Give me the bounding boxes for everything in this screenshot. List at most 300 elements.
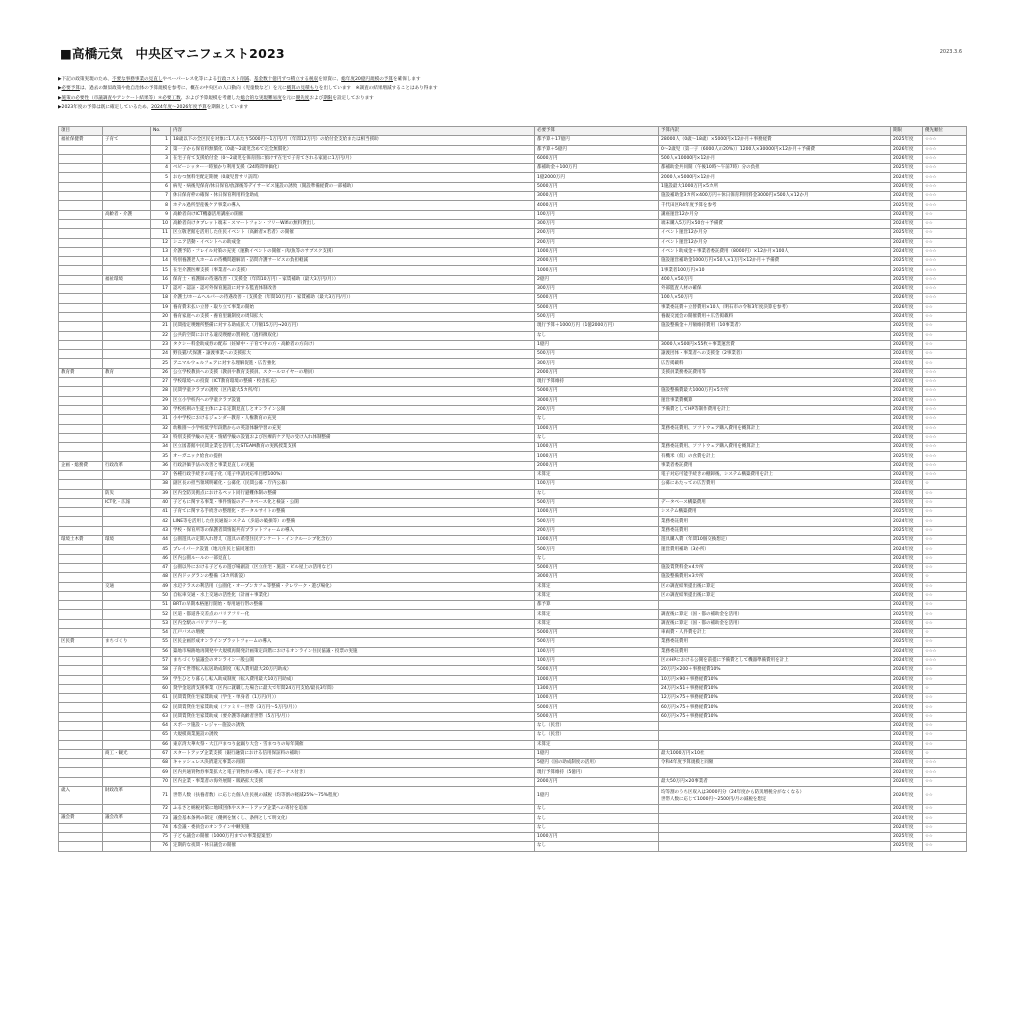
cell-priority: ☆☆ bbox=[923, 350, 967, 359]
cell-budget: 現行予算＋1000万円（1億2000万円） bbox=[535, 322, 659, 331]
cell-budget: 100万円 bbox=[535, 210, 659, 219]
cell-category bbox=[59, 405, 103, 414]
cell-category bbox=[59, 285, 103, 294]
cell-deadline: 2025年度 bbox=[891, 452, 923, 461]
cell-category bbox=[59, 182, 103, 191]
cell-budget: 1000万円 bbox=[535, 452, 659, 461]
cell-category bbox=[59, 777, 103, 786]
cell-budget-detail: 500人×10000円×12か月 bbox=[659, 154, 891, 163]
cell-budget-detail: 均等割のうち区収入は3000円分（24年度から防災増税分がなくなる） 世帯人数に応じて1000円〜2500円/月の減税を想定 bbox=[659, 787, 891, 805]
cell-priority: ☆☆ bbox=[923, 666, 967, 675]
table-row bbox=[59, 257, 967, 266]
cell-budget-detail bbox=[659, 731, 891, 740]
cell-subcategory: ICT化・広報 bbox=[103, 498, 151, 507]
note-line bbox=[58, 103, 963, 112]
cell-subcategory bbox=[103, 350, 151, 359]
cell-priority: ☆ bbox=[923, 684, 967, 693]
cell-priority: ☆☆ bbox=[923, 805, 967, 814]
cell-content: 公共的空間における違反喫煙の罰則化（過料徴収化） bbox=[171, 331, 535, 340]
cell-category bbox=[59, 331, 103, 340]
cell-content: 区内全防災拠点におけるペット同行避難体制の整備 bbox=[171, 489, 535, 498]
cell-category bbox=[59, 508, 103, 517]
table-row bbox=[59, 378, 967, 387]
cell-subcategory bbox=[103, 443, 151, 452]
cell-subcategory bbox=[103, 164, 151, 173]
cell-priority: ☆☆ bbox=[923, 359, 967, 368]
cell-priority: ☆☆ bbox=[923, 832, 967, 841]
cell-category bbox=[59, 591, 103, 600]
cell-budget-detail: 調査後に算定（国・都の補助金を活用） bbox=[659, 610, 891, 619]
cell-content: 公園遊具の定期入れ替え（遊具の希望住民アンケート・インクルーシブ化含む） bbox=[171, 536, 535, 545]
table-row bbox=[59, 303, 967, 312]
table-row bbox=[59, 842, 967, 851]
cell-number: 70 bbox=[151, 777, 171, 786]
cell-subcategory bbox=[103, 415, 151, 424]
cell-priority: ☆☆☆ bbox=[923, 396, 967, 405]
cell-budget-detail bbox=[659, 814, 891, 823]
cell-deadline: 2026年度 bbox=[891, 182, 923, 191]
cell-subcategory: 行政改革 bbox=[103, 461, 151, 470]
table-row bbox=[59, 443, 967, 452]
cell-budget-detail: 外部監査人材の確保 bbox=[659, 285, 891, 294]
table-row bbox=[59, 136, 967, 145]
cell-priority: ☆☆☆ bbox=[923, 145, 967, 154]
cell-deadline: 2024年度 bbox=[891, 656, 923, 665]
cell-content: 各種行政手続きの電子化（電子申請対応率目標100%） bbox=[171, 470, 535, 479]
cell-category bbox=[59, 554, 103, 563]
cell-category bbox=[59, 832, 103, 841]
cell-budget: 4000万円 bbox=[535, 201, 659, 210]
cell-deadline: 2024年度 bbox=[891, 247, 923, 256]
cell-number: 38 bbox=[151, 480, 171, 489]
cell-budget: 1000万円 bbox=[535, 247, 659, 256]
cell-number: 22 bbox=[151, 331, 171, 340]
table-row bbox=[59, 787, 967, 805]
cell-number: 50 bbox=[151, 591, 171, 600]
cell-deadline: 2026年度 bbox=[891, 591, 923, 600]
table-row bbox=[59, 461, 967, 470]
table-row bbox=[59, 563, 967, 572]
table-row bbox=[59, 684, 967, 693]
cell-deadline: 2025年度 bbox=[891, 638, 923, 647]
cell-priority: ☆☆ bbox=[923, 303, 967, 312]
cell-category bbox=[59, 601, 103, 610]
cell-content: 学校校則の生徒主体による定期見直しとオンライン公開 bbox=[171, 405, 535, 414]
cell-subcategory bbox=[103, 192, 151, 201]
cell-content: キャッシュレス決済還元事業の再開 bbox=[171, 759, 535, 768]
cell-number: 8 bbox=[151, 201, 171, 210]
cell-subcategory bbox=[103, 759, 151, 768]
cell-subcategory bbox=[103, 424, 151, 433]
cell-content: 介護予防・フレイル対策の充実（運動イベントの開催・肉/魚等のサブスク支援） bbox=[171, 247, 535, 256]
cell-budget-detail: 電子対応可能手続きの棚卸後、システム構築費用を計上 bbox=[659, 470, 891, 479]
cell-deadline: 2026年度 bbox=[891, 294, 923, 303]
cell-number: 6 bbox=[151, 182, 171, 191]
cell-budget-detail: 1施設最大1000万円×5カ所 bbox=[659, 182, 891, 191]
cell-category bbox=[59, 823, 103, 832]
cell-budget-detail: 最大50万円×20事業者 bbox=[659, 777, 891, 786]
cell-budget: 300万円 bbox=[535, 359, 659, 368]
cell-budget-detail: 3000人×500円×55枚＋事業運営費 bbox=[659, 340, 891, 349]
cell-budget-detail: イベント運営12か月分 bbox=[659, 238, 891, 247]
cell-budget: なし bbox=[535, 433, 659, 442]
cell-category bbox=[59, 145, 103, 154]
note-text: ▶ bbox=[58, 86, 62, 92]
cell-priority: ☆☆☆ bbox=[923, 433, 967, 442]
cell-category bbox=[59, 619, 103, 628]
cell-budget-detail: データベース構築費用 bbox=[659, 498, 891, 507]
cell-budget: 都補助金＋100万円 bbox=[535, 164, 659, 173]
cell-content: 副区長の担当領域明確化・公募化（民間公募・庁内公募） bbox=[171, 480, 535, 489]
cell-subcategory: 環境 bbox=[103, 536, 151, 545]
cell-budget: なし bbox=[535, 805, 659, 814]
table-row bbox=[59, 201, 967, 210]
table-row bbox=[59, 823, 967, 832]
header-subcategory bbox=[103, 127, 151, 136]
cell-category bbox=[59, 666, 103, 675]
cell-number: 20 bbox=[151, 312, 171, 321]
cell-priority: ☆☆☆ bbox=[923, 294, 967, 303]
cell-category: 企画・総務費 bbox=[59, 461, 103, 470]
cell-priority: ☆☆☆ bbox=[923, 656, 967, 665]
cell-priority: ☆☆ bbox=[923, 582, 967, 591]
cell-priority: ☆☆ bbox=[923, 703, 967, 712]
cell-content: 区内共通買物券事業拡大と電子買物券の導入（電子ポーナス付き） bbox=[171, 768, 535, 777]
cell-priority: ☆☆☆ bbox=[923, 768, 967, 777]
table-row bbox=[59, 749, 967, 758]
cell-category bbox=[59, 498, 103, 507]
cell-budget-detail: 施設整備費用×3カ所 bbox=[659, 573, 891, 582]
document-date: 2023.3.6 bbox=[939, 49, 962, 55]
cell-subcategory bbox=[103, 554, 151, 563]
cell-budget-detail: 車両費・人件費を計上 bbox=[659, 629, 891, 638]
cell-subcategory bbox=[103, 832, 151, 841]
cell-content: 保育士・看護師の待遇改善・（支援金（年間10万円）・家賃補助（最大3万円/月）） bbox=[171, 275, 535, 284]
cell-subcategory bbox=[103, 842, 151, 851]
header-category: 項目 bbox=[59, 127, 103, 136]
cell-budget-detail: 事業委託費＋立替費用×10人（明石市の令和3年度決算を参考） bbox=[659, 303, 891, 312]
cell-subcategory bbox=[103, 740, 151, 749]
cell-deadline: 2024年度 bbox=[891, 461, 923, 470]
cell-budget: 200万円 bbox=[535, 238, 659, 247]
cell-category bbox=[59, 731, 103, 740]
cell-number: 74 bbox=[151, 823, 171, 832]
cell-budget: 未算定 bbox=[535, 740, 659, 749]
cell-budget: 1億円 bbox=[535, 340, 659, 349]
note-line bbox=[58, 84, 963, 93]
cell-content: 議会基本条例の制定（優例を無くし、条例として明文化） bbox=[171, 814, 535, 823]
cell-content: 区民企画形成オンラインプラットフォームの導入 bbox=[171, 638, 535, 647]
cell-number: 62 bbox=[151, 703, 171, 712]
cell-subcategory bbox=[103, 470, 151, 479]
cell-priority: ☆☆☆ bbox=[923, 452, 967, 461]
cell-budget: 5億円（国の助成制度の活用） bbox=[535, 759, 659, 768]
table-row bbox=[59, 266, 967, 275]
cell-content: スタートアップ企業支援（銀行融資における信用保証料の補助） bbox=[171, 749, 535, 758]
cell-number: 64 bbox=[151, 722, 171, 731]
cell-content: 学校環境への投資（ICT教育環境の整備・校舎拡充） bbox=[171, 378, 535, 387]
cell-budget-detail: 12万円×75＋事務経費10% bbox=[659, 694, 891, 703]
cell-priority: ☆☆☆ bbox=[923, 285, 967, 294]
table-row bbox=[59, 294, 967, 303]
cell-number: 18 bbox=[151, 294, 171, 303]
cell-subcategory bbox=[103, 694, 151, 703]
cell-budget: 1000万円 bbox=[535, 508, 659, 517]
note-emphasis: 総合的な実現難易度 bbox=[240, 95, 282, 101]
cell-subcategory bbox=[103, 312, 151, 321]
cell-deadline: 2026年度 bbox=[891, 154, 923, 163]
cell-budget-detail: 公募にあたっての広告費用 bbox=[659, 480, 891, 489]
cell-category bbox=[59, 210, 103, 219]
cell-content: 幼稚園〜小学校低学年段階からの英語体験学習の充実 bbox=[171, 424, 535, 433]
cell-subcategory bbox=[103, 378, 151, 387]
cell-budget: 未算定 bbox=[535, 610, 659, 619]
cell-budget: 100万円 bbox=[535, 647, 659, 656]
cell-deadline: 2024年度 bbox=[891, 210, 923, 219]
cell-subcategory bbox=[103, 675, 151, 684]
cell-subcategory bbox=[103, 433, 151, 442]
cell-budget: 2000万円 bbox=[535, 368, 659, 377]
cell-category bbox=[59, 489, 103, 498]
cell-budget-detail: 支援員業務委託費用等 bbox=[659, 368, 891, 377]
note-emphasis: 2024年度〜2026年度予算 bbox=[151, 104, 207, 110]
cell-category bbox=[59, 684, 103, 693]
cell-priority: ☆☆ bbox=[923, 322, 967, 331]
table-row bbox=[59, 768, 967, 777]
cell-number: 63 bbox=[151, 712, 171, 721]
cell-priority: ☆☆☆ bbox=[923, 368, 967, 377]
cell-deadline: 2024年度 bbox=[891, 350, 923, 359]
cell-budget-detail bbox=[659, 823, 891, 832]
cell-number: 5 bbox=[151, 173, 171, 182]
cell-priority: ☆ bbox=[923, 573, 967, 582]
cell-category bbox=[59, 526, 103, 535]
cell-deadline: 2025年度 bbox=[891, 508, 923, 517]
cell-deadline: 2026年度 bbox=[891, 573, 923, 582]
cell-content: オーガニック給食の提供 bbox=[171, 452, 535, 461]
cell-deadline: 2026年度 bbox=[891, 619, 923, 628]
table-row bbox=[59, 656, 967, 665]
cell-number: 19 bbox=[151, 303, 171, 312]
cell-category bbox=[59, 842, 103, 851]
cell-budget: 5000万円 bbox=[535, 303, 659, 312]
table-row bbox=[59, 582, 967, 591]
cell-subcategory bbox=[103, 238, 151, 247]
cell-content: 世帯人数（扶養者数）に応じた個人住民税の減税（均等割の軽減25%〜75%程度） bbox=[171, 787, 535, 805]
cell-budget-detail bbox=[659, 842, 891, 851]
cell-subcategory bbox=[103, 722, 151, 731]
table-row bbox=[59, 322, 967, 331]
table-row bbox=[59, 647, 967, 656]
cell-content: 定期的な夜間・休日議会の開催 bbox=[171, 842, 535, 851]
cell-category bbox=[59, 703, 103, 712]
cell-budget: 5000万円 bbox=[535, 703, 659, 712]
cell-content: 大規模商業施設の誘致 bbox=[171, 731, 535, 740]
cell-deadline: 2024年度 bbox=[891, 805, 923, 814]
cell-number: 36 bbox=[151, 461, 171, 470]
cell-category bbox=[59, 415, 103, 424]
cell-content: 民間指定喫煙所整備に対する助成拡大（月額15万円→20万円） bbox=[171, 322, 535, 331]
cell-priority: ☆☆ bbox=[923, 563, 967, 572]
table-row bbox=[59, 675, 967, 684]
cell-subcategory bbox=[103, 526, 151, 535]
cell-deadline: 2024年度 bbox=[891, 814, 923, 823]
cell-category bbox=[59, 759, 103, 768]
cell-number: 35 bbox=[151, 452, 171, 461]
cell-content: タクシー料金助成券の配布（妊婦中・子育て中の方・高齢者の方向け） bbox=[171, 340, 535, 349]
note-text: を期限としています bbox=[206, 104, 249, 110]
cell-number: 1 bbox=[151, 136, 171, 145]
cell-subcategory bbox=[103, 173, 151, 182]
table-row bbox=[59, 573, 967, 582]
cell-budget: なし（民営） bbox=[535, 722, 659, 731]
cell-priority: ☆☆ bbox=[923, 545, 967, 554]
table-row bbox=[59, 740, 967, 749]
cell-budget: 2000万円 bbox=[535, 257, 659, 266]
cell-subcategory bbox=[103, 610, 151, 619]
cell-content: 区内公園ルールの一部見直し bbox=[171, 554, 535, 563]
cell-deadline: 2024年度 bbox=[891, 192, 923, 201]
cell-number: 2 bbox=[151, 145, 171, 154]
cell-content: 子育て世帯転入転居助成制度（転入費用最大20万円助成） bbox=[171, 666, 535, 675]
table-row bbox=[59, 526, 967, 535]
table-row bbox=[59, 470, 967, 479]
cell-number: 46 bbox=[151, 554, 171, 563]
cell-subcategory: 商工・観光 bbox=[103, 749, 151, 758]
cell-category bbox=[59, 647, 103, 656]
cell-budget-detail bbox=[659, 331, 891, 340]
cell-number: 23 bbox=[151, 340, 171, 349]
cell-deadline: 2025年度 bbox=[891, 275, 923, 284]
cell-number: 57 bbox=[151, 656, 171, 665]
cell-content: 学生ひとり暮らし転入助成制度（転入費用最大10万円助成） bbox=[171, 675, 535, 684]
note-line bbox=[58, 94, 963, 103]
cell-content: 認可・認証・認可外保育施設に対する監査体制改善 bbox=[171, 285, 535, 294]
cell-number: 71 bbox=[151, 787, 171, 805]
cell-category bbox=[59, 545, 103, 554]
cell-number: 75 bbox=[151, 832, 171, 841]
table-body bbox=[59, 136, 967, 851]
cell-number: 11 bbox=[151, 229, 171, 238]
cell-subcategory: 議会改革 bbox=[103, 814, 151, 823]
cell-deadline: 2024年度 bbox=[891, 219, 923, 228]
note-text: を設定しております bbox=[332, 95, 374, 101]
note-text: ▶ bbox=[58, 95, 62, 101]
cell-subcategory bbox=[103, 145, 151, 154]
cell-deadline: 2024年度 bbox=[891, 722, 923, 731]
cell-subcategory bbox=[103, 647, 151, 656]
table-row bbox=[59, 777, 967, 786]
cell-budget: 現行予算維持 bbox=[535, 378, 659, 387]
cell-budget-detail bbox=[659, 554, 891, 563]
cell-budget-detail bbox=[659, 805, 891, 814]
table-row bbox=[59, 312, 967, 321]
cell-subcategory bbox=[103, 396, 151, 405]
cell-deadline: 2026年度 bbox=[891, 285, 923, 294]
cell-content: 病児・病後児保育/休日保育/放課後等デイサービス施設の誘致（開設準備経費の一部補助） bbox=[171, 182, 535, 191]
cell-priority: ☆☆☆ bbox=[923, 173, 967, 182]
cell-budget-detail: イベント運営12か月分 bbox=[659, 229, 891, 238]
cell-subcategory bbox=[103, 823, 151, 832]
cell-category bbox=[59, 387, 103, 396]
note-text: を出しています ※調査の結果増減することはあり得ます bbox=[318, 86, 438, 92]
cell-deadline: 2025年度 bbox=[891, 526, 923, 535]
cell-content: 民間賃貸住宅家賃助成（ファミリー世帯（3万円〜5万円/月）） bbox=[171, 703, 535, 712]
cell-category bbox=[59, 312, 103, 321]
cell-subcategory bbox=[103, 229, 151, 238]
cell-subcategory: 財政改革 bbox=[103, 787, 151, 805]
cell-category bbox=[59, 294, 103, 303]
cell-budget-detail: 業務委託費用 bbox=[659, 517, 891, 526]
cell-budget: なし bbox=[535, 842, 659, 851]
cell-priority: ☆☆ bbox=[923, 554, 967, 563]
cell-budget: なし bbox=[535, 489, 659, 498]
cell-subcategory bbox=[103, 182, 151, 191]
cell-content: シニア活動・イベントへの助成金 bbox=[171, 238, 535, 247]
table-row bbox=[59, 164, 967, 173]
header-content: 内容 bbox=[171, 127, 535, 136]
cell-category bbox=[59, 656, 103, 665]
table-row bbox=[59, 145, 967, 154]
cell-number: 61 bbox=[151, 694, 171, 703]
cell-category bbox=[59, 173, 103, 182]
table-row bbox=[59, 247, 967, 256]
cell-subcategory bbox=[103, 219, 151, 228]
cell-priority: ☆☆ bbox=[923, 517, 967, 526]
cell-number: 9 bbox=[151, 210, 171, 219]
cell-number: 44 bbox=[151, 536, 171, 545]
cell-subcategory bbox=[103, 257, 151, 266]
cell-content: 水辺テラスの利活用（公園化・オープンカフェ等整備・テレワーク・遊び場化） bbox=[171, 582, 535, 591]
cell-budget-detail: 業務委託費用、ソフトウェア購入費用を概算計上 bbox=[659, 424, 891, 433]
table-row bbox=[59, 275, 967, 284]
cell-number: 32 bbox=[151, 424, 171, 433]
cell-budget: 3000万円 bbox=[535, 192, 659, 201]
cell-budget: 5000万円 bbox=[535, 182, 659, 191]
cell-category bbox=[59, 610, 103, 619]
cell-budget-detail: 施設補助金3カ所×400万円＋休日保育利用料金3000円×500人×12か月 bbox=[659, 192, 891, 201]
cell-budget: 1億円 bbox=[535, 787, 659, 805]
cell-priority: ☆☆ bbox=[923, 823, 967, 832]
cell-budget: 300万円 bbox=[535, 219, 659, 228]
cell-deadline: 2024年度 bbox=[891, 731, 923, 740]
cell-budget-detail: システム構築費用 bbox=[659, 508, 891, 517]
cell-number: 43 bbox=[151, 526, 171, 535]
cell-priority: ☆☆☆ bbox=[923, 275, 967, 284]
cell-priority: ☆ bbox=[923, 629, 967, 638]
note-line bbox=[58, 75, 963, 84]
cell-subcategory: 交通 bbox=[103, 582, 151, 591]
cell-budget-detail bbox=[659, 433, 891, 442]
cell-content: 養育費未払い立替・取り立て事業の開始 bbox=[171, 303, 535, 312]
cell-category bbox=[59, 238, 103, 247]
cell-deadline: 2025年度 bbox=[891, 536, 923, 545]
cell-budget-detail: 業務委託費用 bbox=[659, 647, 891, 656]
cell-deadline: 2024年度 bbox=[891, 424, 923, 433]
cell-subcategory bbox=[103, 731, 151, 740]
cell-priority: ☆☆ bbox=[923, 312, 967, 321]
table-row bbox=[59, 480, 967, 489]
table-row bbox=[59, 359, 967, 368]
cell-subcategory bbox=[103, 666, 151, 675]
table-row bbox=[59, 192, 967, 201]
cell-deadline: 2025年度 bbox=[891, 136, 923, 145]
cell-number: 28 bbox=[151, 387, 171, 396]
table-row bbox=[59, 536, 967, 545]
cell-content: LINE等を活用した住民通報システム（歩道の破損等）の整備 bbox=[171, 517, 535, 526]
cell-number: 72 bbox=[151, 805, 171, 814]
note-text: を原資に、 bbox=[318, 77, 342, 82]
